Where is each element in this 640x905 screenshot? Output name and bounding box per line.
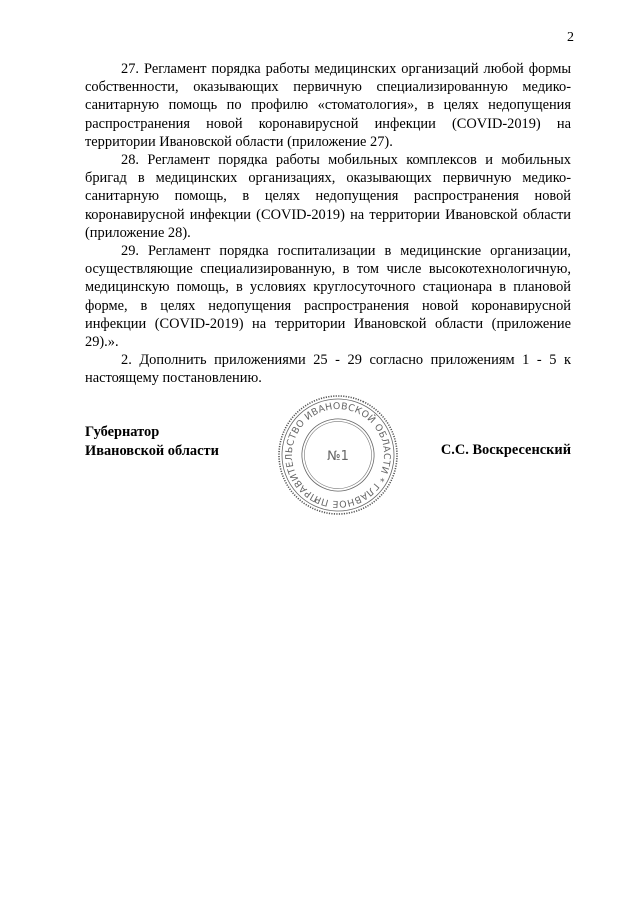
signatory-name: С.С. Воскресенский [440, 442, 571, 458]
page-number: 2 [567, 30, 574, 45]
seal-ring-text: ПРАВИТЕЛЬСТВО ИВАНОВСКОЙ ОБЛАСТИ * ГЛАВНОЕ ПРАВОВОЕ [283, 400, 393, 510]
paragraph-28: 28. Регламент порядка работы мобильных комплексов и мобильных бригад в медицинских организациях, оказывающих первичную медико-санитарную помощь, в целях недопущения распространения новой коронавирусной инфекции (COVID-2019) на территории Ивановской области (приложение 28). [85, 152, 571, 241]
paragraph-27: 27. Регламент порядка работы медицинских организаций любой формы собственности, оказывающих первичную специализированную медико-санитарную помощь по профилю «стоматология», в целях недопущения распространения новой коронавирусной инфекции (COVID-2019) на территории Ивановской области (приложение 27). [85, 61, 571, 150]
official-seal [276, 393, 400, 517]
signatory-title-line1: Губернатор [85, 424, 160, 440]
seal-number: №1 [327, 449, 349, 464]
signatory-title-line2: Ивановской области [85, 442, 219, 459]
document-body [85, 60, 571, 388]
signatory-title [85, 423, 219, 460]
paragraph-2: 2. Дополнить приложениями 25 - 29 согласно приложениям 1 - 5 к настоящему постановлению. [85, 352, 571, 387]
paragraph-29: 29. Регламент порядка госпитализации в медицинские организации, осуществляющие специализированную, в том числе высокотехнологичную, медицинскую помощь, в условиях круглосуточного стационара в плановой форме, в целях недопущения распространения новой коронавирусной инфекции (COVID-2019) на территории Ивановской области (приложение 29).». [85, 243, 571, 351]
